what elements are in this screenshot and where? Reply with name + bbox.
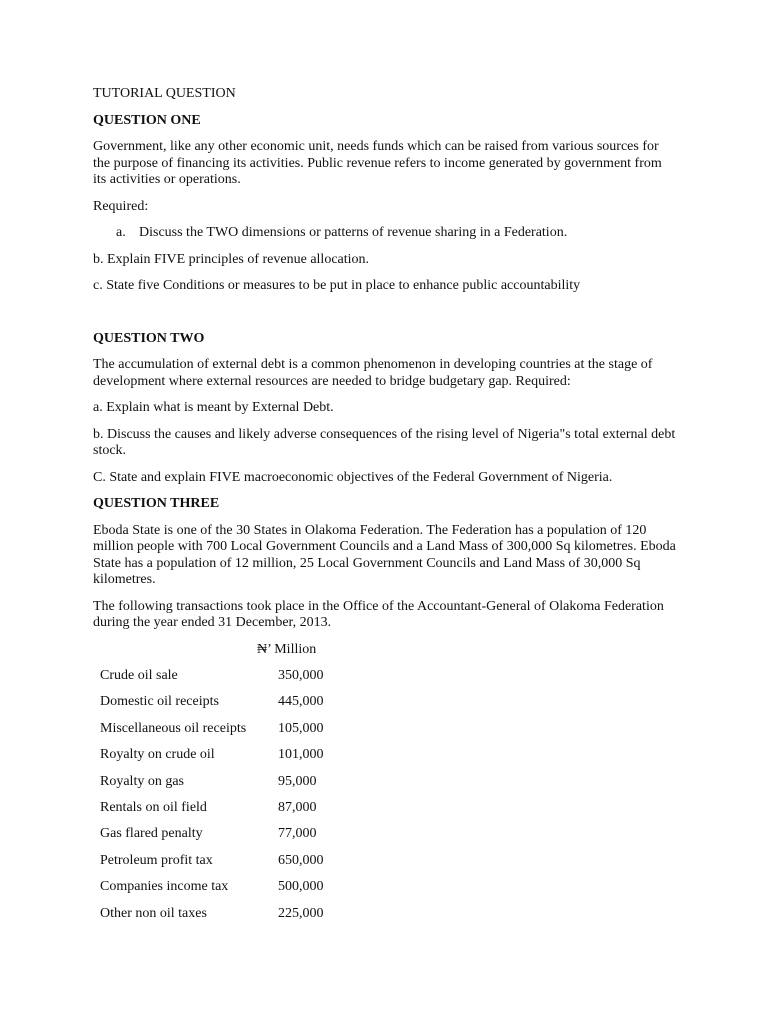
question-two-part-c: C. State and explain FIVE macroeconomic objectives of the Federal Government of Nigeria. — [93, 469, 613, 485]
question-one-part-a-text: Discuss the TWO dimensions or patterns of revenue sharing in a Federation. — [139, 225, 568, 240]
transaction-label: Domestic oil receipts — [100, 694, 219, 710]
transaction-value: 500,000 — [278, 879, 324, 895]
table-row — [100, 826, 358, 852]
document-title: TUTORIAL QUESTION — [93, 86, 236, 101]
question-one-heading: QUESTION ONE — [93, 112, 201, 128]
transactions-column-header: ₦’ Million — [257, 641, 317, 657]
document-page — [93, 86, 678, 932]
transaction-label: Companies income tax — [100, 879, 229, 895]
question-one-part-a — [93, 225, 678, 242]
question-three-intro: Eboda State is one of the 30 States in Olakoma Federation. The Federation has a population of 120 million people with 700 Local Government Councils and a Land Mass of 300,000 Sq kilometres. Eboda State has a population of 12 million, 25 Local Government Councils and Land Mass of 30,000 Sq kilometres. — [93, 522, 676, 587]
question-two-heading: QUESTION TWO — [93, 330, 205, 346]
table-row — [100, 800, 358, 826]
transaction-label: Petroleum profit tax — [100, 852, 213, 868]
table-row — [100, 721, 358, 747]
transaction-value: 105,000 — [278, 720, 324, 736]
table-row — [100, 668, 358, 694]
transaction-value: 95,000 — [278, 773, 317, 789]
question-two-intro: The accumulation of external debt is a common phenomenon in developing countries at the stage of development where external resources are needed to bridge budgetary gap. Required: — [93, 357, 653, 389]
table-row — [100, 694, 358, 720]
transaction-value: 87,000 — [278, 799, 317, 815]
question-three-heading: QUESTION THREE — [93, 496, 220, 511]
question-one-required: Required: — [93, 198, 149, 214]
table-row — [100, 853, 358, 879]
transaction-label: Gas flared penalty — [100, 826, 203, 842]
transaction-label: Miscellaneous oil receipts — [100, 720, 247, 736]
table-row — [100, 906, 358, 932]
transaction-label: Other non oil taxes — [100, 905, 207, 921]
section-spacer — [93, 305, 678, 331]
table-row — [100, 747, 358, 773]
question-one-intro: Government, like any other economic unit, needs funds which can be raised from various sources for the purpose of financing its activities. Public revenue refers to income generated by government from its activities or operations. — [93, 139, 662, 187]
transaction-value: 445,000 — [278, 694, 324, 710]
question-two-part-b: b. Discuss the causes and likely adverse consequences of the rising level of Nigeria"s total external debt stock. — [93, 426, 676, 458]
question-two-part-a: a. Explain what is meant by External Debt. — [93, 400, 334, 415]
question-three-transactions: The following transactions took place in the Office of the Accountant-General of Olakoma Federation during the year ended 31 December, 2013. — [93, 598, 664, 630]
table-row — [100, 774, 358, 800]
question-one-part-c: c. State five Conditions or measures to be put in place to enhance public accountability — [93, 278, 581, 293]
question-one-part-b: b. Explain FIVE principles of revenue allocation. — [93, 251, 370, 267]
transaction-value: 77,000 — [278, 826, 317, 842]
transaction-label: Rentals on oil field — [100, 799, 207, 815]
transaction-label: Crude oil sale — [100, 668, 178, 683]
transaction-label: Royalty on gas — [100, 773, 184, 789]
question-one-part-a-marker: a. — [116, 225, 126, 240]
transaction-label: Royalty on crude oil — [100, 747, 215, 763]
transaction-value: 225,000 — [278, 905, 324, 921]
transaction-value: 101,000 — [278, 747, 324, 763]
transaction-value: 650,000 — [278, 852, 324, 868]
transactions-table — [100, 668, 358, 932]
transaction-value: 350,000 — [278, 668, 324, 683]
table-row — [100, 879, 358, 905]
